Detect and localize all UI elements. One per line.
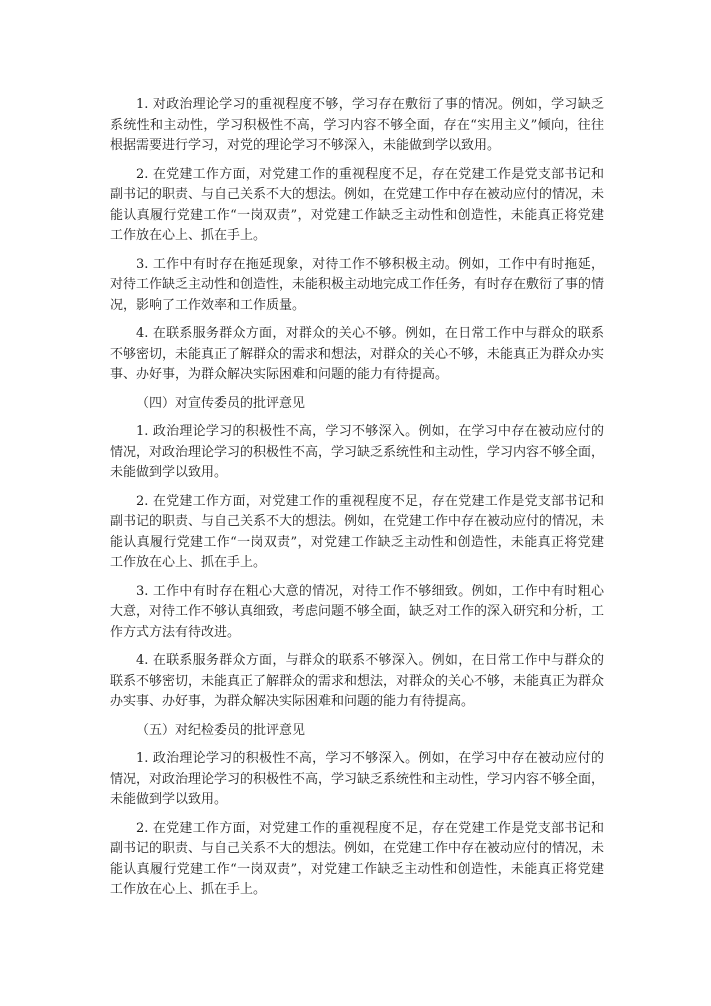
- paragraph-item: 2. 在党建工作方面，对党建工作的重视程度不足，存在党建工作是党支部书记和副书记的职责、与自己关系不大的想法。例如，在党建工作中存在被动应付的情况，未能认真履行党建工作“一岗双责”，对党建工作缺乏主动性和创造性，未能真正将党建工作放在心上、抓在手上。: [110, 493, 605, 570]
- paragraph-item: 1. 政治理论学习的积极性不高，学习不够深入。例如，在学习中存在被动应付的情况，对政治理论学习的积极性不高，学习缺乏系统性和主动性，学习内容不够全面，未能做到学以致用。: [110, 751, 605, 807]
- paragraph-item: 3. 工作中有时存在拖延现象，对待工作不够积极主动。例如，工作中有时拖延，对待工作缺乏主动性和创造性，未能积极主动地完成工作任务，有时存在敷衍了事的情况，影响了工作效率和工作质量。: [110, 256, 605, 313]
- paragraph-item: 2. 在党建工作方面，对党建工作的重视程度不足，存在党建工作是党支部书记和副书记的职责、与自己关系不大的想法。例如，在党建工作中存在被动应付的情况，未能认真履行党建工作“一岗双责”，对党建工作缺乏主动性和创造性，未能真正将党建工作放在心上、抓在手上。: [110, 166, 605, 243]
- section-heading: （五）对纪检委员的批评意见: [136, 722, 306, 738]
- paragraph-item: 4. 在联系服务群众方面，对群众的关心不够。例如，在日常工作中与群众的联系不够密切，未能真正了解群众的需求和想法，对群众的关心不够，未能真正为群众办实事、办好事，为群众解决实际困难和问题的能力有待提高。: [110, 326, 605, 382]
- section-heading: （四）对宣传委员的批评意见: [136, 395, 306, 411]
- document-body: [110, 95, 604, 909]
- paragraph-item: 1. 对政治理论学习的重视程度不够，学习存在敷衍了事的情况。例如，学习缺乏系统性和主动性，学习积极性不高，学习内容不够全面，存在“实用主义”倾向，往往根据需要进行学习，对党的理论学习不够深入，未能做到学以致用。: [110, 97, 604, 153]
- paragraph-item: 1. 政治理论学习的积极性不高，学习不够深入。例如，在学习中存在被动应付的情况，对政治理论学习的积极性不高，学习缺乏系统性和主动性，学习内容不够全面，未能做到学以致用。: [110, 424, 605, 480]
- paragraph-item: 2. 在党建工作方面，对党建工作的重视程度不足，存在党建工作是党支部书记和副书记的职责、与自己关系不大的想法。例如，在党建工作中存在被动应付的情况，未能认真履行党建工作“一岗双责”，对党建工作缺乏主动性和创造性，未能真正将党建工作放在心上、抓在手上。: [110, 820, 605, 897]
- paragraph-item: 3. 工作中有时存在粗心大意的情况，对待工作不够细致。例如，工作中有时粗心大意，对待工作不够认真细致，考虑问题不够全面，缺乏对工作的深入研究和分析，工作方式方法有待改进。: [110, 583, 605, 640]
- paragraph-item: 4. 在联系服务群众方面，与群众的联系不够深入。例如，在日常工作中与群众的联系不够密切，未能真正了解群众的需求和想法，对群众的关心不够，未能真正为群众办实事、办好事，为群众解决实际困难和问题的能力有待提高。: [110, 653, 605, 709]
